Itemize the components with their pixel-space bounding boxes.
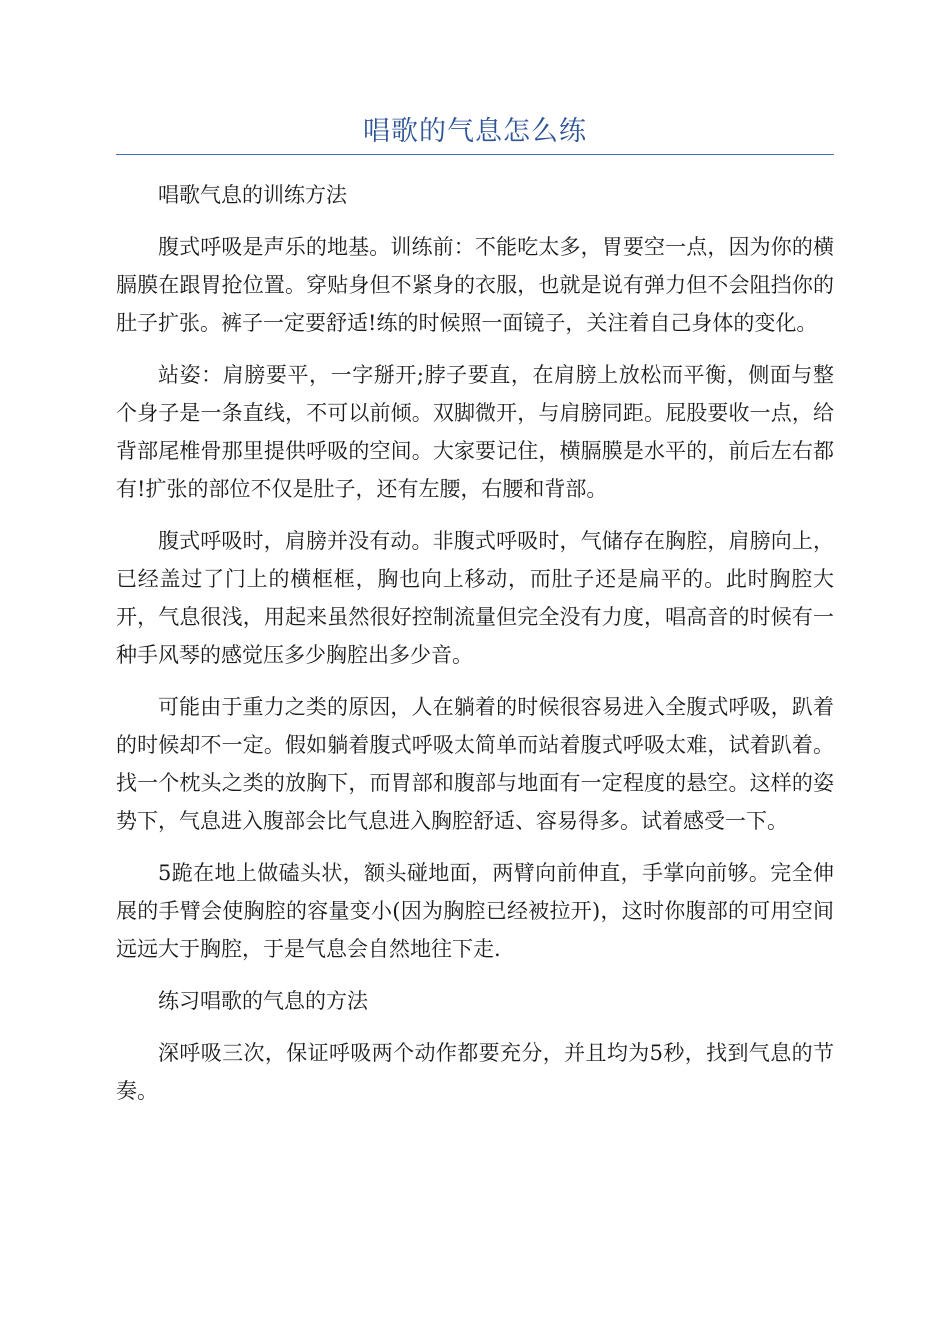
- document-body: [116, 176, 834, 1124]
- title-underline: [116, 154, 834, 155]
- section-heading-practice-methods: 练习唱歌的气息的方法: [158, 989, 368, 1013]
- paragraph-posture: 站姿：肩膀要平，一字掰开;脖子要直，在肩膀上放松而平衡，侧面与整个身子是一条直线，不可以前倾。双脚微开，与肩膀同距。屁股要收一点，给背部尾椎骨那里提供呼吸的空间。大家要记住，横膈膜是水平的，前后左右都有!扩张的部位不仅是肚子，还有左腰，右腰和背部。: [116, 363, 834, 501]
- paragraph-lying-down: 可能由于重力之类的原因，人在躺着的时候很容易进入全腹式呼吸，趴着的时候却不一定。假如躺着腹式呼吸太简单而站着腹式呼吸太难，试着趴着。找一个枕头之类的放胸下，而胃部和腹部与地面有一定程度的悬空。这样的姿势下，气息进入腹部会比气息进入胸腔舒适、容易得多。试着感受一下。: [116, 695, 834, 833]
- section-heading-training-methods: 唱歌气息的训练方法: [158, 183, 347, 207]
- document-title: 唱歌的气息怎么练: [363, 116, 587, 147]
- paragraph-deep-breath: 深呼吸三次，保证呼吸两个动作都要充分，并且均为5秒，找到气息的节奏。: [116, 1041, 834, 1103]
- paragraph-kneeling: 5跪在地上做磕头状，额头碰地面，两臂向前伸直，手掌向前够。完全伸展的手臂会使胸腔的容量变小(因为胸腔已经被拉开)，这时你腹部的可用空间远远大于胸腔，于是气息会自然地往下走.: [116, 861, 834, 961]
- paragraph-chest-vs-abdominal: 腹式呼吸时，肩膀并没有动。非腹式呼吸时，气储存在胸腔，肩膀向上，已经盖过了门上的横框框，胸也向上移动，而肚子还是扁平的。此时胸腔大开，气息很浅，用起来虽然很好控制流量但完全没有力度，唱高音的时候有一种手风琴的感觉压多少胸腔出多少音。: [116, 529, 834, 667]
- paragraph-abdominal-breathing: 腹式呼吸是声乐的地基。训练前：不能吃太多，胃要空一点，因为你的横膈膜在跟胃抢位置。穿贴身但不紧身的衣服，也就是说有弹力但不会阻挡你的肚子扩张。裤子一定要舒适!练的时候照一面镜子，关注着自己身体的变化。: [116, 235, 834, 335]
